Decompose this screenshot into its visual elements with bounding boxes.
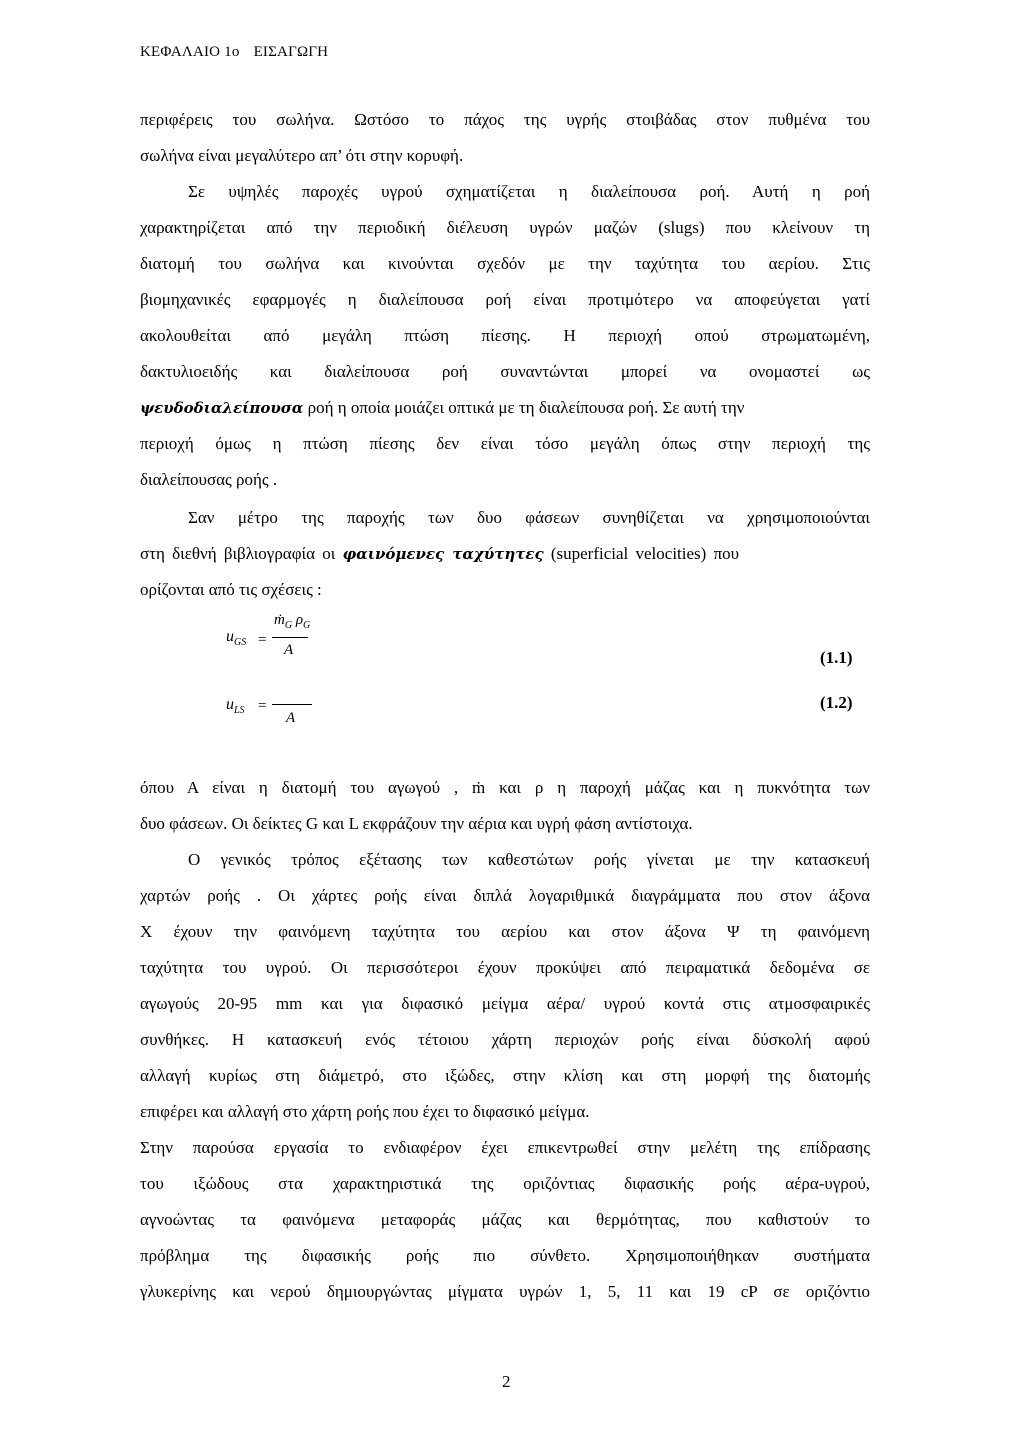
text-line: δυο φάσεων. Οι δείκτες G και L εκφράζουν την αέρια και υγρή φάση αντίστοιχα. — [140, 814, 693, 833]
text-line: ακολουθείται από μεγάλη πτώση πίεσης. Η περιοχή οπού στρωματωμένη, — [140, 326, 870, 345]
text-line: Χ έχουν την φαινόμενη ταχύτητα του αερίου και στον άξονα Ψ τη φαινόμενη — [140, 922, 870, 941]
text-line — [140, 398, 870, 418]
eq2-denominator: A — [286, 710, 296, 726]
text-line: Σε υψηλές παροχές υγρού σχηματίζεται η διαλείπουσα ροή. Αυτή η ροή — [188, 182, 870, 201]
text-line: αγωγούς 20-95 mm και για διφασικό μείγμα αέρα/ υγρού κοντά στις ατμοσφαιρικές — [140, 994, 870, 1013]
text-line: διαλείπουσας ροής . — [140, 470, 278, 489]
text-line: ταχύτητα του υγρού. Οι περισσότεροι έχουν προκύψει από πειραματικά δεδομένα σε — [140, 958, 870, 977]
eq2-label: (1.2) — [820, 693, 853, 712]
text-line: πρόβλημα της διφασικής ροής πιο σύνθετο. Χρησιμοποιήθηκαν συστήματα — [140, 1246, 870, 1265]
text-line: δακτυλιοειδής και διαλείπουσα ροή συναντώνται μπορεί να ονομαστεί ως — [140, 362, 870, 381]
eq1-label: (1.1) — [820, 648, 853, 667]
eq1-numerator: ṁ$_G$ $\rho_G$ — [274, 612, 311, 631]
running-header — [140, 44, 328, 61]
text-fragment: ροή η οποία μοιάζει οπτικά με τη διαλείπουσα ροή. Σε αυτή την — [303, 398, 745, 417]
text-line: αλλαγή κυρίως στη διάμετρό, στο ιξώδες, στην κλίση και στη μορφή της διατομής — [140, 1066, 870, 1085]
eq2-fraction-bar — [272, 704, 312, 705]
text-line — [140, 544, 870, 564]
text-line: χαρτών ροής . Οι χάρτες ροής είναι διπλά λογαριθμικά διαγράμματα που στον άξονα — [140, 886, 870, 905]
eq1-fraction-bar — [272, 637, 308, 638]
text-line: χαρακτηρίζεται από την περιοδική διέλευση υγρών μαζών (slugs) που κλείνουν τη — [140, 218, 870, 237]
text-line: όπου Α είναι η διατομή του αγωγού , ṁ και ρ η παροχή μάζας και η πυκνότητα των — [140, 778, 870, 797]
term-superficial-velocities: φαινόμενες ταχύτητες — [342, 545, 544, 563]
text-line: ορίζονται από τις σχέσεις : — [140, 580, 322, 599]
page-number: 2 — [502, 1372, 511, 1391]
text-fragment: στη διεθνή βιβλιογραφία οι — [140, 544, 343, 563]
eq2-lhs: $u_{LS}$ — [226, 696, 245, 717]
text-line: περιφέρεις του σωλήνα. Ωστόσο το πάχος της υγρής στοιβάδας στον πυθμένα του — [140, 110, 870, 129]
chapter-label: ΚΕΦΑΛΑΙΟ 1ο — [140, 44, 240, 60]
eq2-equals: = — [258, 698, 267, 714]
text-line: Ο γενικός τρόπος εξέτασης των καθεστώτων ροής γίνεται με την κατασκευή — [188, 850, 870, 869]
text-line: βιομηχανικές εφαρμογές η διαλείπουσα ροή είναι προτιμότερο να αποφεύγεται γατί — [140, 290, 870, 309]
text-line: αγνοώντας τα φαινόμενα μεταφοράς μάζας και θερμότητας, που καθιστούν το — [140, 1210, 870, 1229]
text-fragment: (superficial velocities) που — [543, 544, 740, 563]
section-label: ΕΙΣΑΓΩΓΗ — [253, 44, 329, 60]
text-line: του ιξώδους στα χαρακτηριστικά της οριζόντιας διφασικής ροής αέρα-υγρού, — [140, 1174, 870, 1193]
term-pseudo-slug: ψευδοδιαλείπουσα — [140, 399, 304, 417]
eq1-equals: = — [258, 632, 267, 648]
text-line: σωλήνα είναι μεγαλύτερο απ’ ότι στην κορυφή. — [140, 146, 464, 165]
text-line: Σαν μέτρο της παροχής των δυο φάσεων συνηθίζεται να χρησιμοποιούνται — [188, 508, 870, 527]
text-line: Στην παρούσα εργασία το ενδιαφέρον έχει επικεντρωθεί στην μελέτη της επίδρασης — [140, 1138, 870, 1157]
text-line: συνθήκες. Η κατασκευή ενός τέτοιου χάρτη περιοχών ροής είναι δύσκολή αφού — [140, 1030, 870, 1049]
eq1-lhs: $u_{GS}$ — [226, 628, 247, 649]
text-line: διατομή του σωλήνα και κινούνται σχεδόν με την ταχύτητα του αερίου. Στις — [140, 254, 870, 273]
eq1-denominator: A — [284, 642, 294, 658]
text-line: επιφέρει και αλλαγή στο χάρτη ροής που έχει το διφασικό μείγμα. — [140, 1102, 590, 1121]
text-line: περιοχή όμως η πτώση πίεσης δεν είναι τόσο μεγάλη όπως στην περιοχή της — [140, 434, 870, 453]
text-line: γλυκερίνης και νερού δημιουργώντας μίγματα υγρών 1, 5, 11 και 19 cP σε οριζόντιο — [140, 1282, 870, 1301]
